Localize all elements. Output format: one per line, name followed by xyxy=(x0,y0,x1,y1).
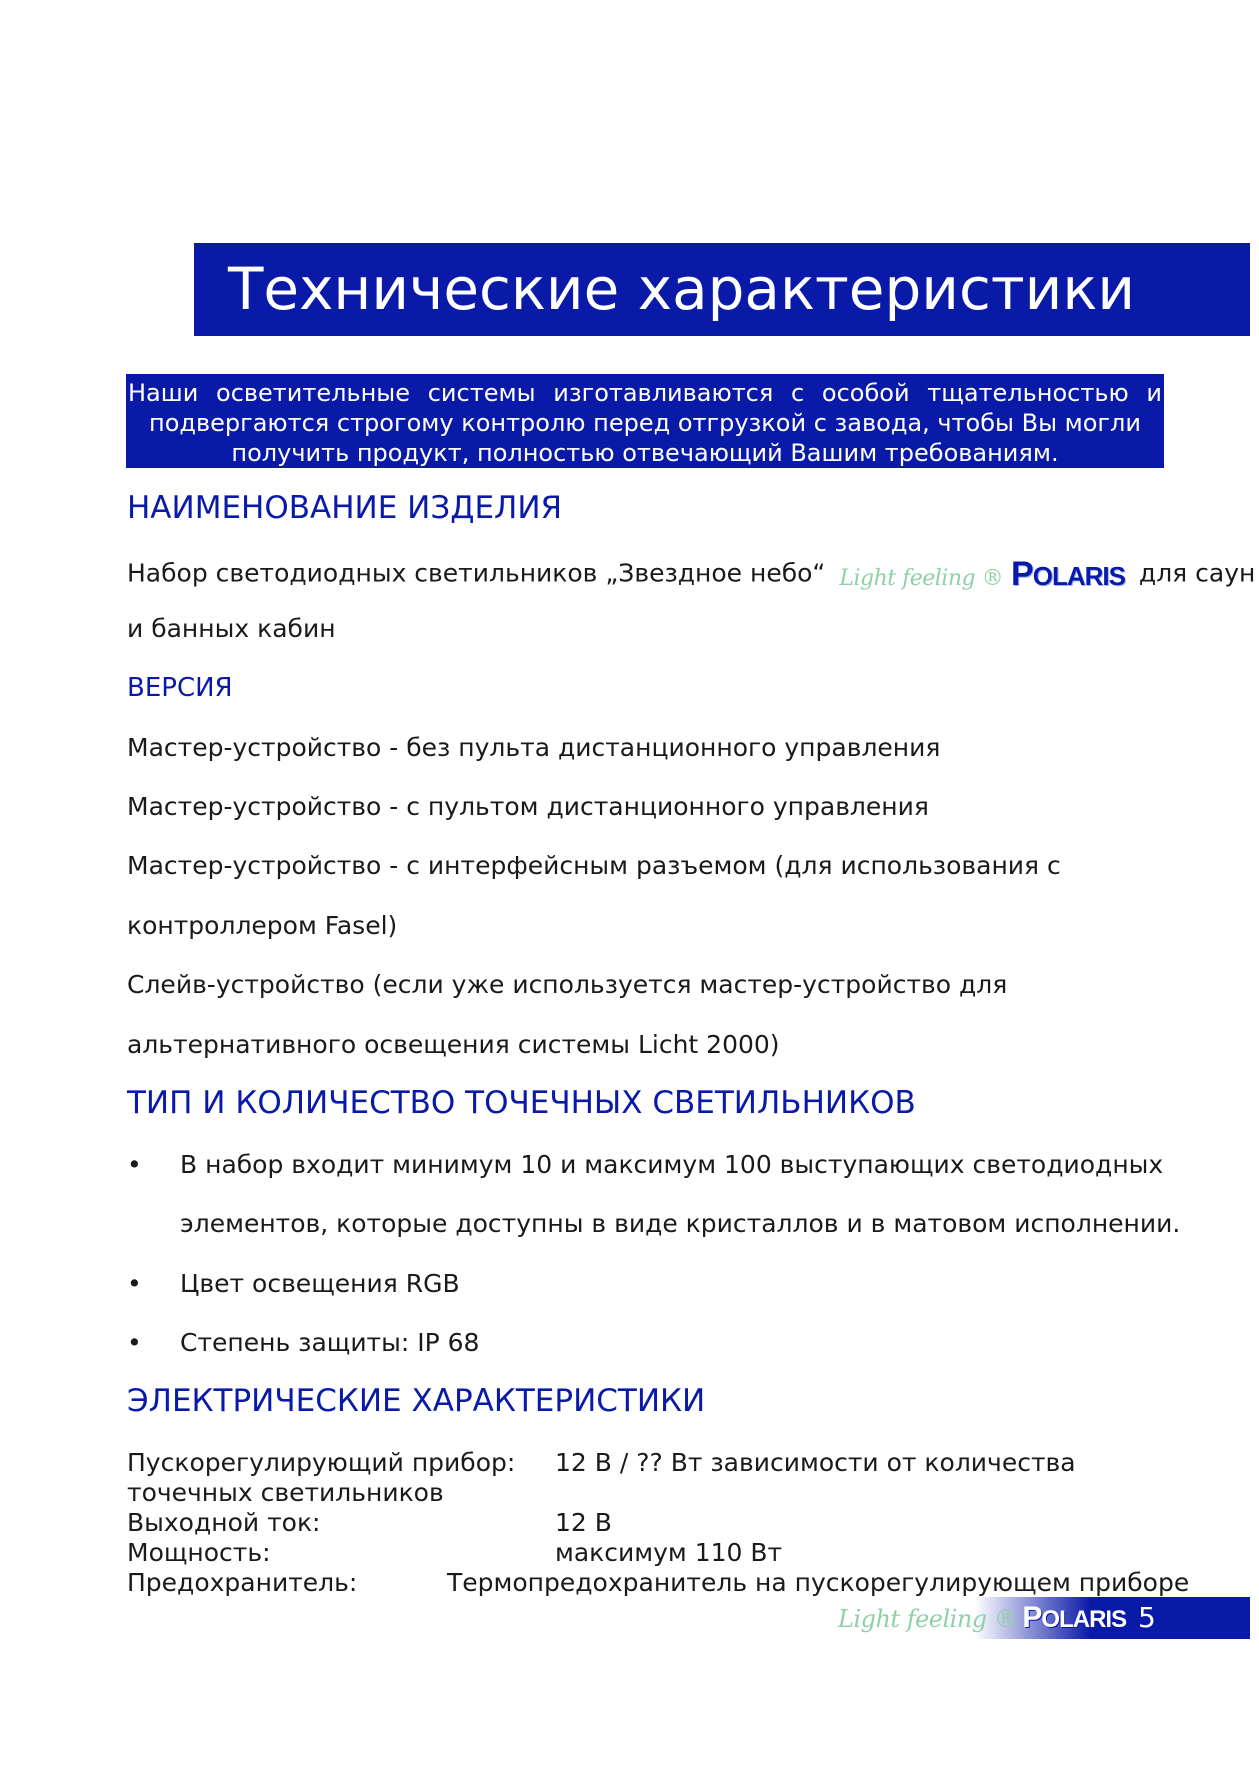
intro-line: Наши осветительные системы изготавливаются с особой тщательностью и xyxy=(128,379,1162,407)
page-number: 5 xyxy=(1138,1601,1156,1634)
spec-label: Выходной ток: xyxy=(127,1508,321,1537)
product-name-text: Набор светодиодных светильников „Звездное небо“ xyxy=(127,558,826,588)
footer-brand-script: Light feeling ® xyxy=(838,1605,1018,1633)
bullet-mark: • xyxy=(127,1150,142,1179)
bullet-mark: • xyxy=(127,1269,142,1298)
brand-polaris: POLARIS xyxy=(1011,555,1125,593)
electrical-heading: ЭЛЕКТРИЧЕСКИЕ ХАРАКТЕРИСТИКИ xyxy=(127,1383,706,1419)
spot-types-heading: ТИП И КОЛИЧЕСТВО ТОЧЕЧНЫХ СВЕТИЛЬНИКОВ xyxy=(127,1085,916,1121)
intro-line: подвергаются строгому контролю перед отгрузкой с завода, чтобы Вы могли xyxy=(149,409,1141,437)
brand-logo-inline xyxy=(839,555,1125,594)
version-heading: ВЕРСИЯ xyxy=(127,673,233,703)
spec-label: точечных светильников xyxy=(127,1478,444,1507)
intro-line: получить продукт, полностью отвечающий Вашим требованиям. xyxy=(231,439,1059,467)
product-name-line-2: и банных кабин xyxy=(127,614,336,643)
brand-script: Light feeling ® xyxy=(839,566,1004,591)
spec-label: Пускорегулирующий прибор: xyxy=(127,1448,516,1477)
spec-value: Термопредохранитель на пускорегулирующем приборе xyxy=(447,1568,1190,1597)
footer-brand-polaris: POLARIS xyxy=(1022,1601,1127,1634)
footer-brand-logo xyxy=(838,1597,1126,1639)
page-title: Технические характеристики xyxy=(194,243,1250,336)
spec-value: максимум 110 Вт xyxy=(555,1538,783,1567)
bullet-text: Цвет освещения RGB xyxy=(180,1269,460,1298)
bullet-text: Степень защиты: IP 68 xyxy=(180,1328,480,1357)
bullet-text: В набор входит минимум 10 и максимум 100 выступающих светодиодных xyxy=(180,1150,1164,1179)
intro-paragraph xyxy=(126,374,1164,468)
version-line: Мастер-устройство - с интерфейсным разъемом (для использования с xyxy=(127,851,1061,880)
bullet-mark: • xyxy=(127,1328,142,1357)
version-line: контроллером Fasel) xyxy=(127,911,398,940)
version-line: альтернативного освещения системы Licht 2000) xyxy=(127,1030,780,1059)
version-line: Мастер-устройство - без пульта дистанционного управления xyxy=(127,733,941,762)
spec-value: 12 В / ?? Вт зависимости от количества xyxy=(555,1448,1076,1477)
product-name-text-end: для саун xyxy=(1138,558,1256,588)
spec-label: Мощность: xyxy=(127,1538,271,1567)
product-name-line xyxy=(127,555,1255,594)
bullet-text: элементов, которые доступны в виде кристаллов и в матовом исполнении. xyxy=(180,1209,1181,1238)
version-line: Слейв-устройство (если уже используется мастер-устройство для xyxy=(127,970,1008,999)
spec-value: 12 В xyxy=(555,1508,612,1537)
product-name-heading: НАИМЕНОВАНИЕ ИЗДЕЛИЯ xyxy=(127,490,563,526)
spec-label: Предохранитель: xyxy=(127,1568,358,1597)
version-line: Мастер-устройство - с пультом дистанционного управления xyxy=(127,792,929,821)
